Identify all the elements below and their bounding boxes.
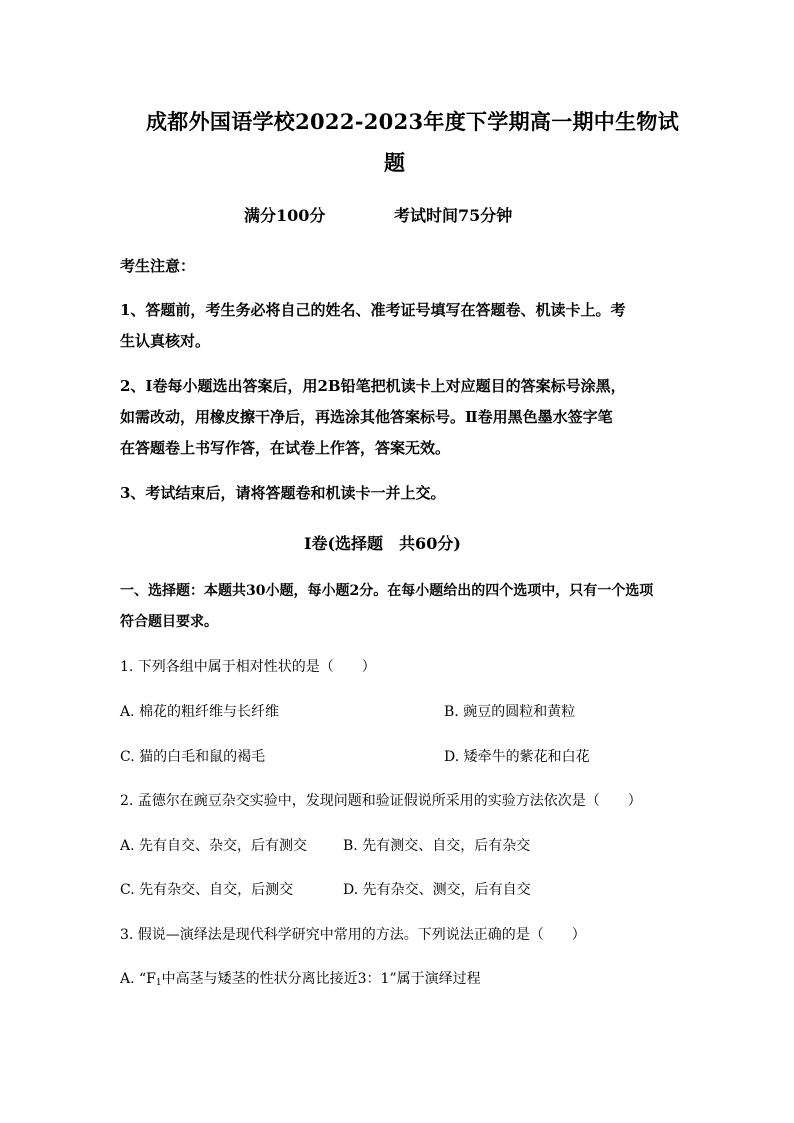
notice-item1-line1: 1、答题前，考生务必将自己的姓名、准考证号填写在答题卷、机读卡上。考 <box>120 301 626 319</box>
question-2-option-b: B. 先有测交、自交，后有杂交 <box>343 838 531 854</box>
exam-title-line1: 成都外国语学校2022-2023年度下学期高一期中生物试 <box>146 109 680 134</box>
question-1-option-d: D. 矮牵牛的紫花和白花 <box>444 749 590 765</box>
part1-instruction-line1: 一、选择题：本题共30小题，每小题2分。在每小题给出的四个选项中，只有一个选项 <box>120 583 654 599</box>
question-1-option-a: A. 棉花的粗纤维与长纤维 <box>120 704 280 720</box>
notice-item2-line3: 在答题卷上书写作答，在试卷上作答，答案无效。 <box>120 439 451 457</box>
exam-title-line2: 题 <box>384 150 406 175</box>
exam-time: 考试时间75分钟 <box>394 206 513 225</box>
question-3-option-a <box>120 968 481 988</box>
section-title: I卷(选择题 共60分) <box>304 534 461 553</box>
notice-item2-line2: 如需改动，用橡皮擦干净后，再选涂其他答案标号。Ⅱ卷用黑色墨水签字笔 <box>120 408 613 426</box>
question-2-option-a: A. 先有自交、杂交，后有测交 <box>120 838 308 854</box>
question-1-option-c: C. 猫的白毛和鼠的褐毛 <box>120 749 266 765</box>
notice-item3: 3、考试结束后，请将答题卷和机读卡一并上交。 <box>120 484 446 502</box>
full-score: 满分100分 <box>244 206 326 225</box>
notice-item2-line1: 2、Ⅰ卷每小题选出答案后，用2B铅笔把机读卡上对应题目的答案标号涂黑， <box>120 377 626 395</box>
question-1-stem: 1. 下列各组中属于相对性状的是（ ） <box>120 659 376 675</box>
question-2-stem: 2. 孟德尔在豌豆杂交实验中，发现问题和验证假说所采用的实验方法依次是（ ） <box>120 793 642 809</box>
question-3-stem: 3. 假说—演绎法是现代科学研究中常用的方法。下列说法正确的是（ ） <box>120 927 586 943</box>
notice-heading: 考生注意： <box>120 257 196 275</box>
subscript: 1 <box>155 978 162 988</box>
part1-instruction-line2: 符合题目要求。 <box>120 614 218 630</box>
notice-item1-line2: 生认真核对。 <box>120 332 211 350</box>
question-2-option-d: D. 先有杂交、测交，后有自交 <box>343 882 531 898</box>
option-a-rest: 中高茎与矮茎的性状分离比接近3：1”属于演绎过程 <box>161 971 481 987</box>
option-a-prefix: A. “F <box>120 971 156 987</box>
question-2-option-c: C. 先有杂交、自交，后测交 <box>120 882 294 898</box>
question-1-option-b: B. 豌豆的圆粒和黄粒 <box>444 704 576 720</box>
